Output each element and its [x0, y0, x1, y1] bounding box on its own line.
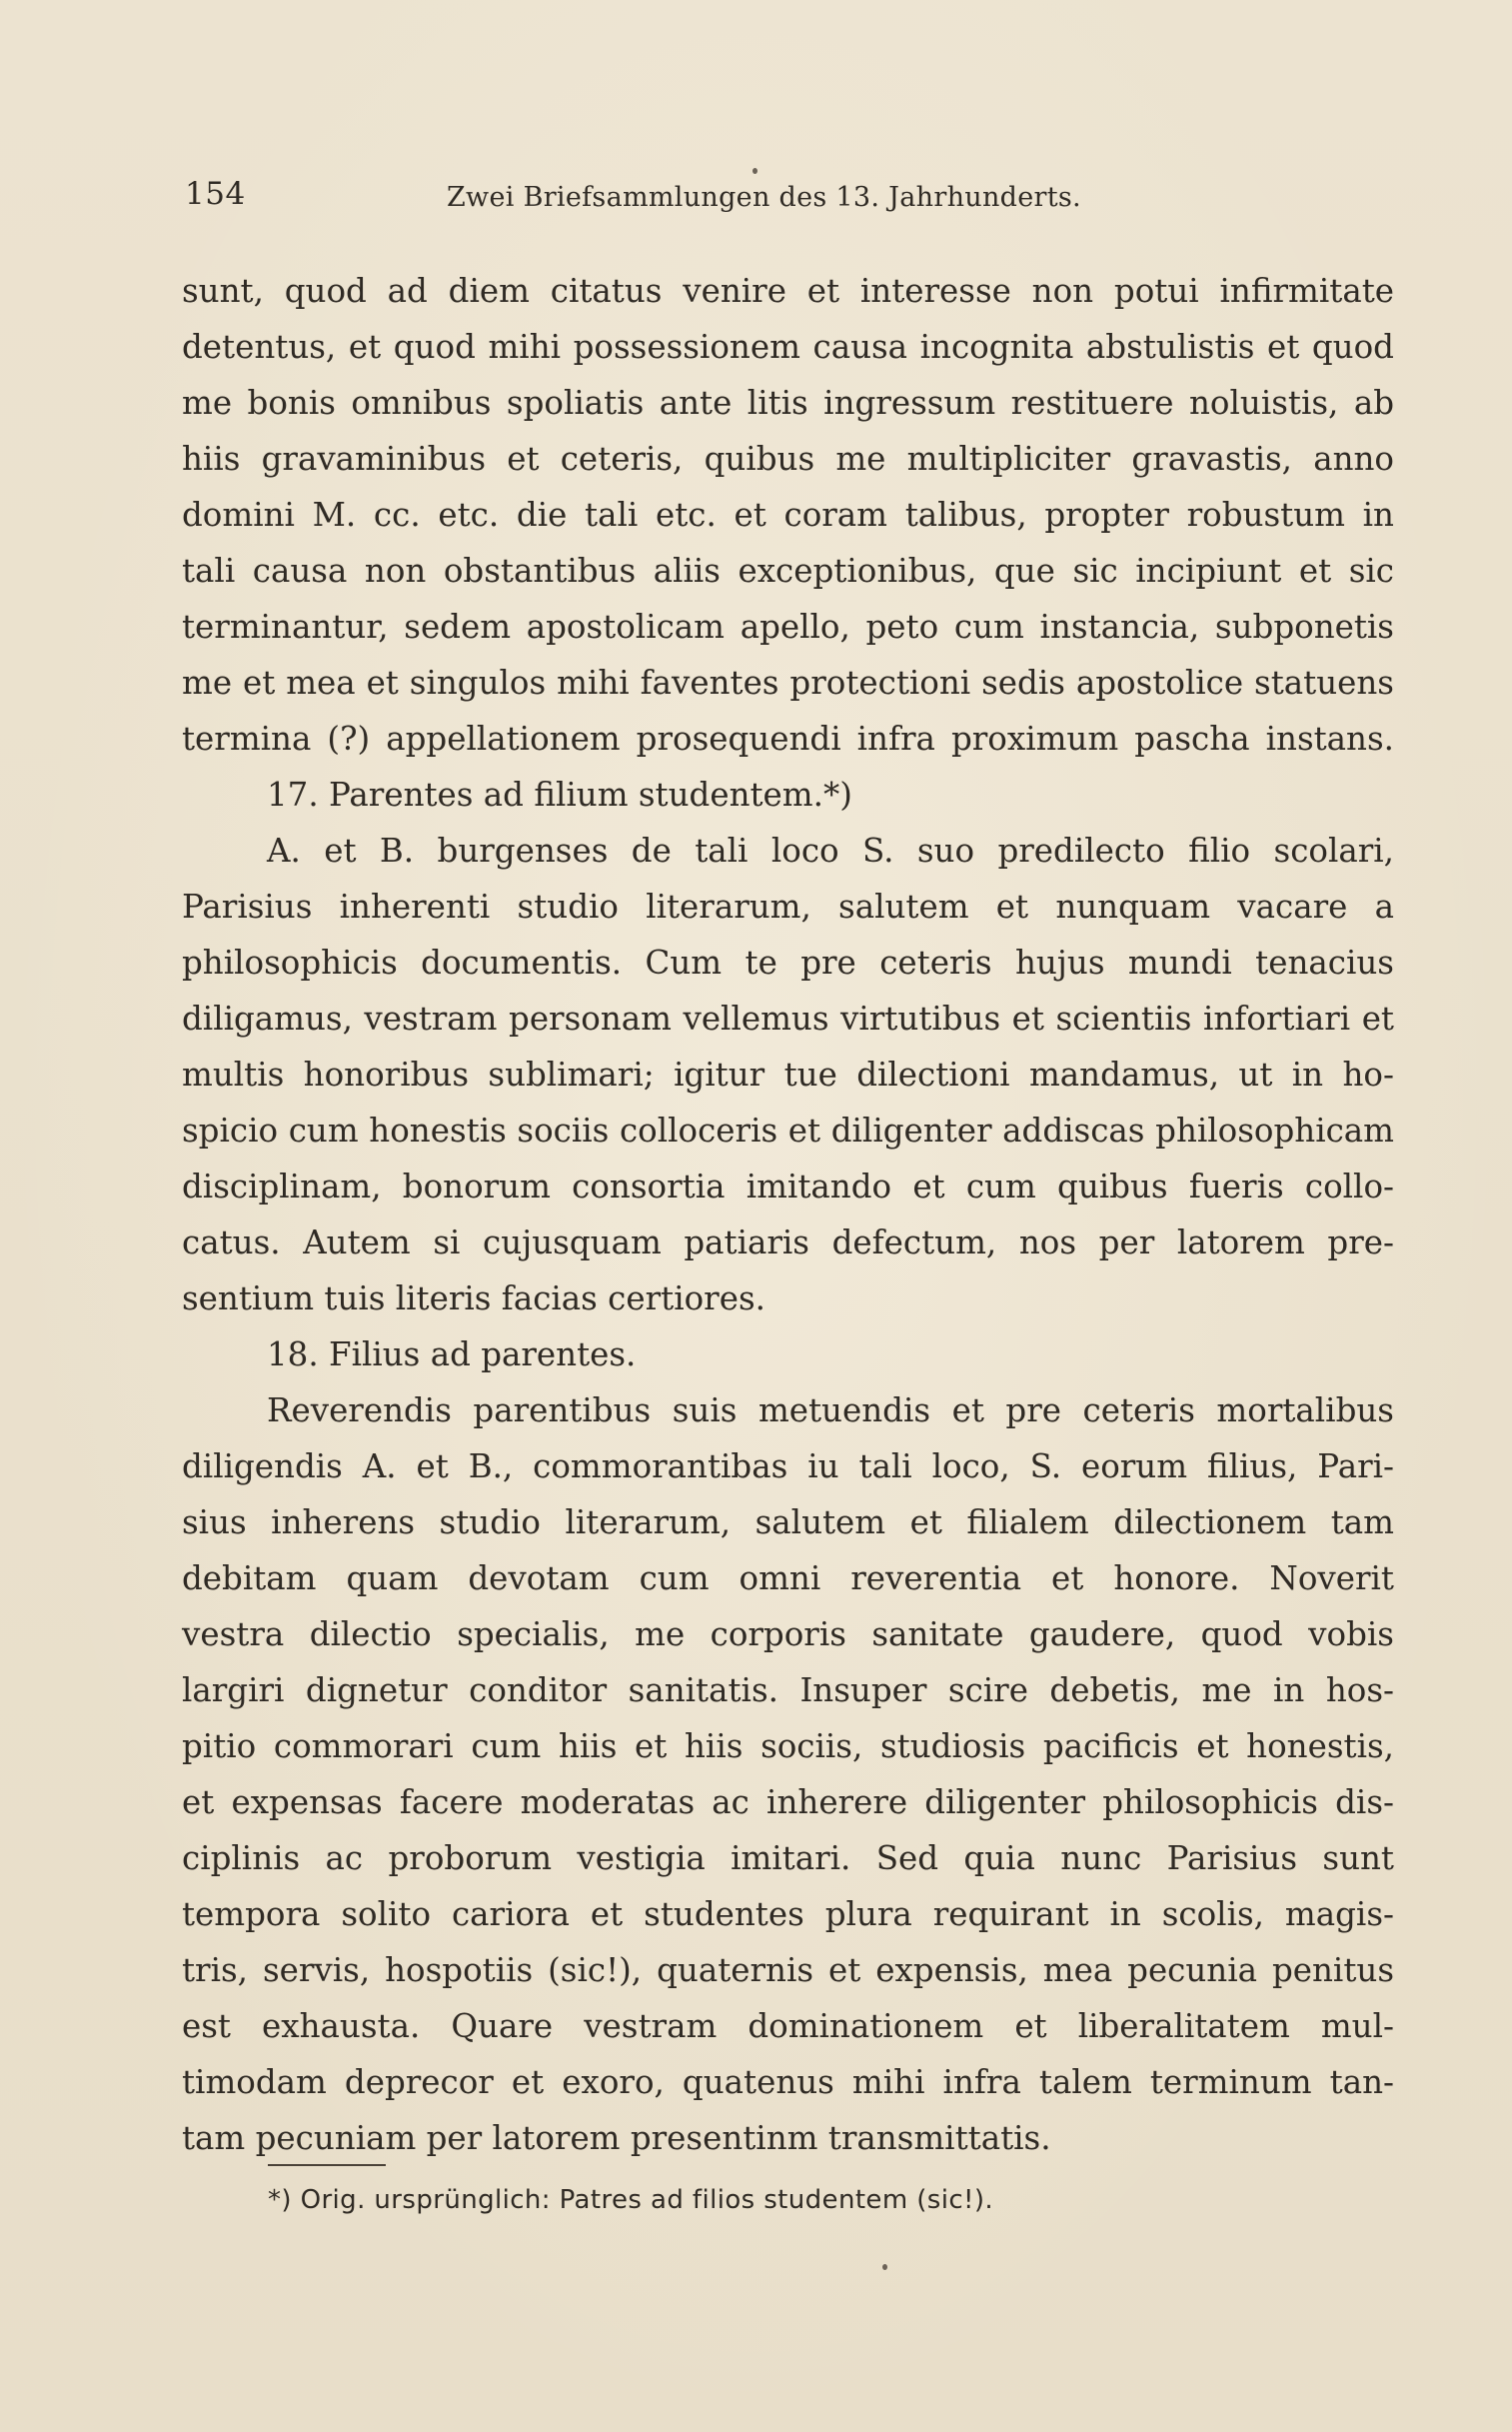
text-line: debitam quam devotam cum omni reverentia et honore. Noverit — [182, 1559, 1394, 1597]
text-line: et expensas facere moderatas ac inherere diligenter philosophicis dis- — [182, 1783, 1394, 1821]
text-line: sius inherens studio literarum, salutem et filialem dilectionem tam — [182, 1503, 1394, 1541]
text-line: timodam deprecor et exoro, quatenus mihi infra talem terminum tan- — [182, 2063, 1394, 2101]
section-heading-18: 18. Filius ad parentes. — [267, 1335, 637, 1373]
text-line: tris, servis, hospotiis (sic!), quaternis et expensis, mea pecunia penitus — [182, 1951, 1394, 1989]
text-line: A. et B. burgenses de tali loco S. suo predilecto filio scolari, — [267, 832, 1394, 870]
text-line: largiri dignetur conditor sanitatis. Insuper scire debetis, me in hos- — [182, 1671, 1394, 1709]
text-line: me bonis omnibus spoliatis ante litis ingressum restituere noluistis, ab — [182, 384, 1394, 422]
text-line: est exhausta. Quare vestram dominationem et liberalitatem mul- — [182, 2007, 1394, 2045]
page-number: 154 — [185, 176, 246, 212]
text-line: Reverendis parentibus suis metuendis et pre ceteris mortalibus — [267, 1391, 1394, 1429]
text-line: me et mea et singulos mihi faventes protectioni sedis apostolice statuens — [182, 664, 1394, 702]
text-line: diligamus, vestram personam vellemus virtutibus et scientiis infortiari et — [182, 1000, 1394, 1038]
text-line: termina (?) appellationem prosequendi infra proximum pascha instans. — [182, 720, 1394, 758]
text-line: hiis gravaminibus et ceteris, quibus me multipliciter gravastis, anno — [182, 440, 1394, 478]
text-line: catus. Autem si cujusquam patiaris defectum, nos per latorem pre- — [182, 1223, 1394, 1261]
body-text — [182, 263, 1394, 2166]
text-line: terminantur, sedem apostolicam apello, peto cum instancia, subponetis — [182, 608, 1394, 646]
text-line: philosophicis documentis. Cum te pre ceteris hujus mundi tenacius — [182, 944, 1394, 982]
text-line: pitio commorari cum hiis et hiis sociis, studiosis pacificis et honestis, — [182, 1727, 1394, 1765]
paper-speck — [882, 2264, 887, 2270]
text-line: ciplinis ac proborum vestigia imitari. Sed quia nunc Parisius sunt — [182, 1839, 1394, 1877]
text-line: domini M. cc. etc. die tali etc. et coram talibus, propter robustum in — [182, 496, 1394, 534]
text-line: diligendis A. et B., commorantibas iu tali loco, S. eorum filius, Pari- — [182, 1447, 1394, 1485]
text-line: tali causa non obstantibus aliis exceptionibus, que sic incipiunt et sic — [182, 552, 1394, 590]
text-line: tempora solito cariora et studentes plura requirant in scolis, magis- — [182, 1895, 1394, 1933]
page-header — [185, 176, 1389, 220]
text-line: disciplinam, bonorum consortia imitando et cum quibus fueris collo- — [182, 1168, 1394, 1206]
text-line: sentium tuis literis facias certiores. — [182, 1279, 765, 1317]
text-line: detentus, et quod mihi possessionem causa incognita abstulistis et quod — [182, 328, 1394, 366]
text-line: Parisius inherenti studio literarum, salutem et nunquam vacare a — [182, 888, 1394, 926]
section-heading-17: 17. Parentes ad filium studentem.*) — [267, 776, 852, 814]
paper-speck — [753, 168, 757, 174]
text-line: spicio cum honestis sociis colloceris et diligenter addiscas philosophicam — [182, 1112, 1394, 1150]
running-head: Zwei Briefsammlungen des 13. Jahrhunderts. — [447, 182, 1081, 213]
footnote-divider — [268, 2164, 386, 2166]
footnote: *) Orig. ursprünglich: Patres ad filios studentem (sic!). — [268, 2185, 994, 2215]
text-line: vestra dilectio specialis, me corporis sanitate gaudere, quod vobis — [182, 1615, 1394, 1653]
text-line: multis honoribus sublimari; igitur tue dilectioni mandamus, ut in ho- — [182, 1056, 1394, 1094]
text-line: tam pecuniam per latorem presentinm transmittatis. — [182, 2119, 1051, 2157]
text-line: sunt, quod ad diem citatus venire et interesse non potui infirmitate — [182, 272, 1394, 310]
